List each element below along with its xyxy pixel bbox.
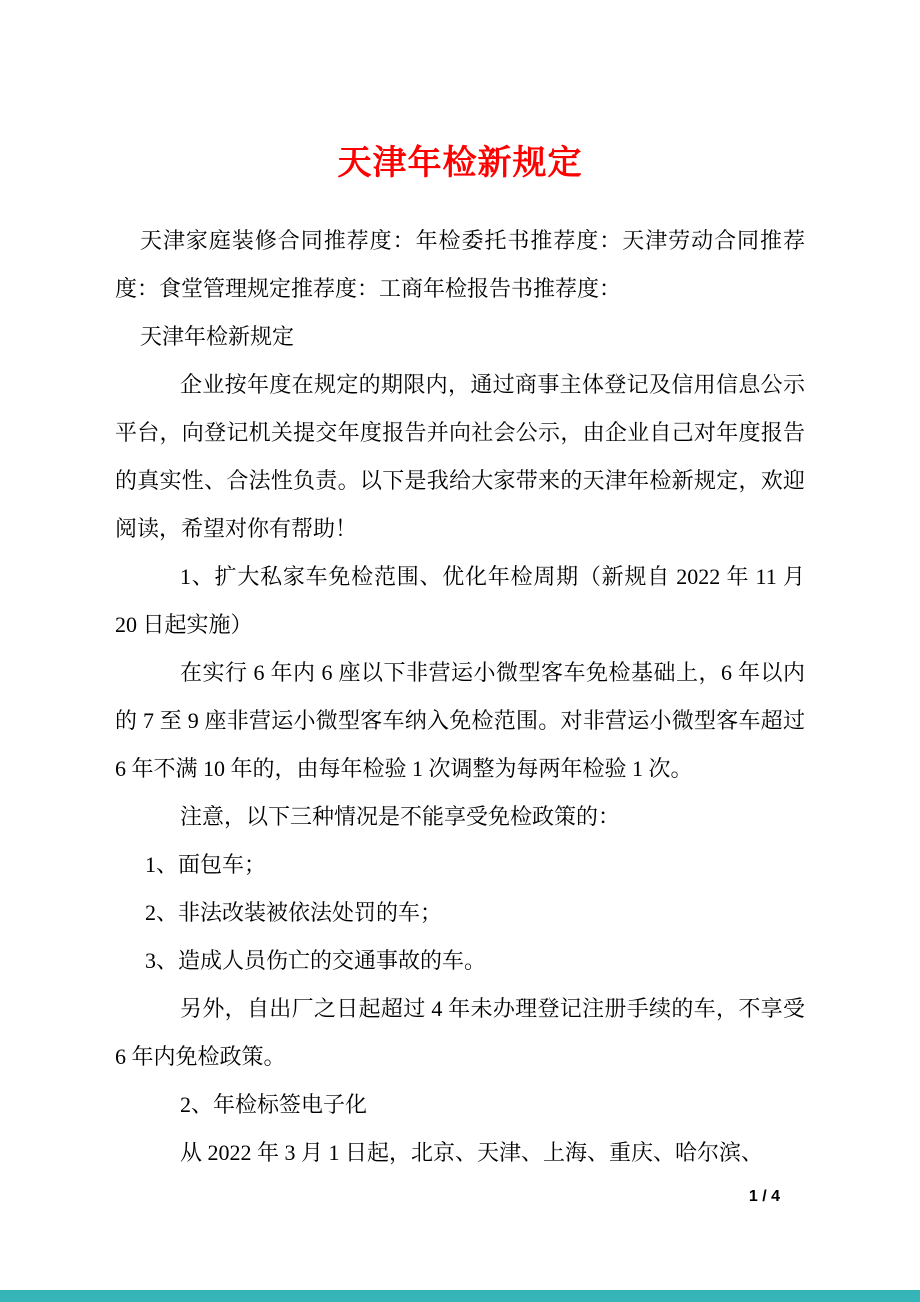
paragraph: 天津年检新规定 [140,324,295,349]
paragraph: 1、面包车； [145,852,267,877]
paragraph: 从 2022 年 3 月 1 日起，北京、天津、上海、重庆、哈尔滨、 [180,1140,764,1165]
paragraph: 2、非法改装被依法处罚的车； [145,900,443,925]
paragraph: 2、年检标签电子化 [180,1092,368,1117]
paragraph: 1、扩大私家车免检范围、优化年检周期（新规自 2022 年 11 月 20 日起实施） [115,564,805,637]
paragraph: 天津家庭装修合同推荐度：年检委托书推荐度：天津劳动合同推荐度：食堂管理规定推荐度：工商年检报告书推荐度： [115,228,805,301]
document-title: 天津年检新规定 [337,145,583,182]
paragraph: 在实行 6 年内 6 座以下非营运小微型客车免检基础上，6 年以内的 7 至 9 座非营运小微型客车纳入免检范围。对非营运小微型客车超过 6 年不满 10 年的，由每年检验 1 次调整为每两年检验 1 次。 [115,660,805,781]
document-body [115,217,805,1177]
page-number: 1 / 4 [748,1188,780,1205]
paragraph: 另外，自出厂之日起超过 4 年未办理登记注册手续的车，不享受 6 年内免检政策。 [115,996,805,1069]
paragraph: 注意，以下三种情况是不能享受免检政策的： [180,804,621,829]
paragraph: 企业按年度在规定的期限内，通过商事主体登记及信用信息公示平台，向登记机关提交年度报告并向社会公示，由企业自己对年度报告的真实性、合法性负责。以下是我给大家带来的天津年检新规定，欢迎阅读，希望对你有帮助！ [115,372,805,541]
bottom-accent-bar [0,1290,920,1302]
paragraph: 3、造成人员伤亡的交通事故的车。 [145,948,487,973]
